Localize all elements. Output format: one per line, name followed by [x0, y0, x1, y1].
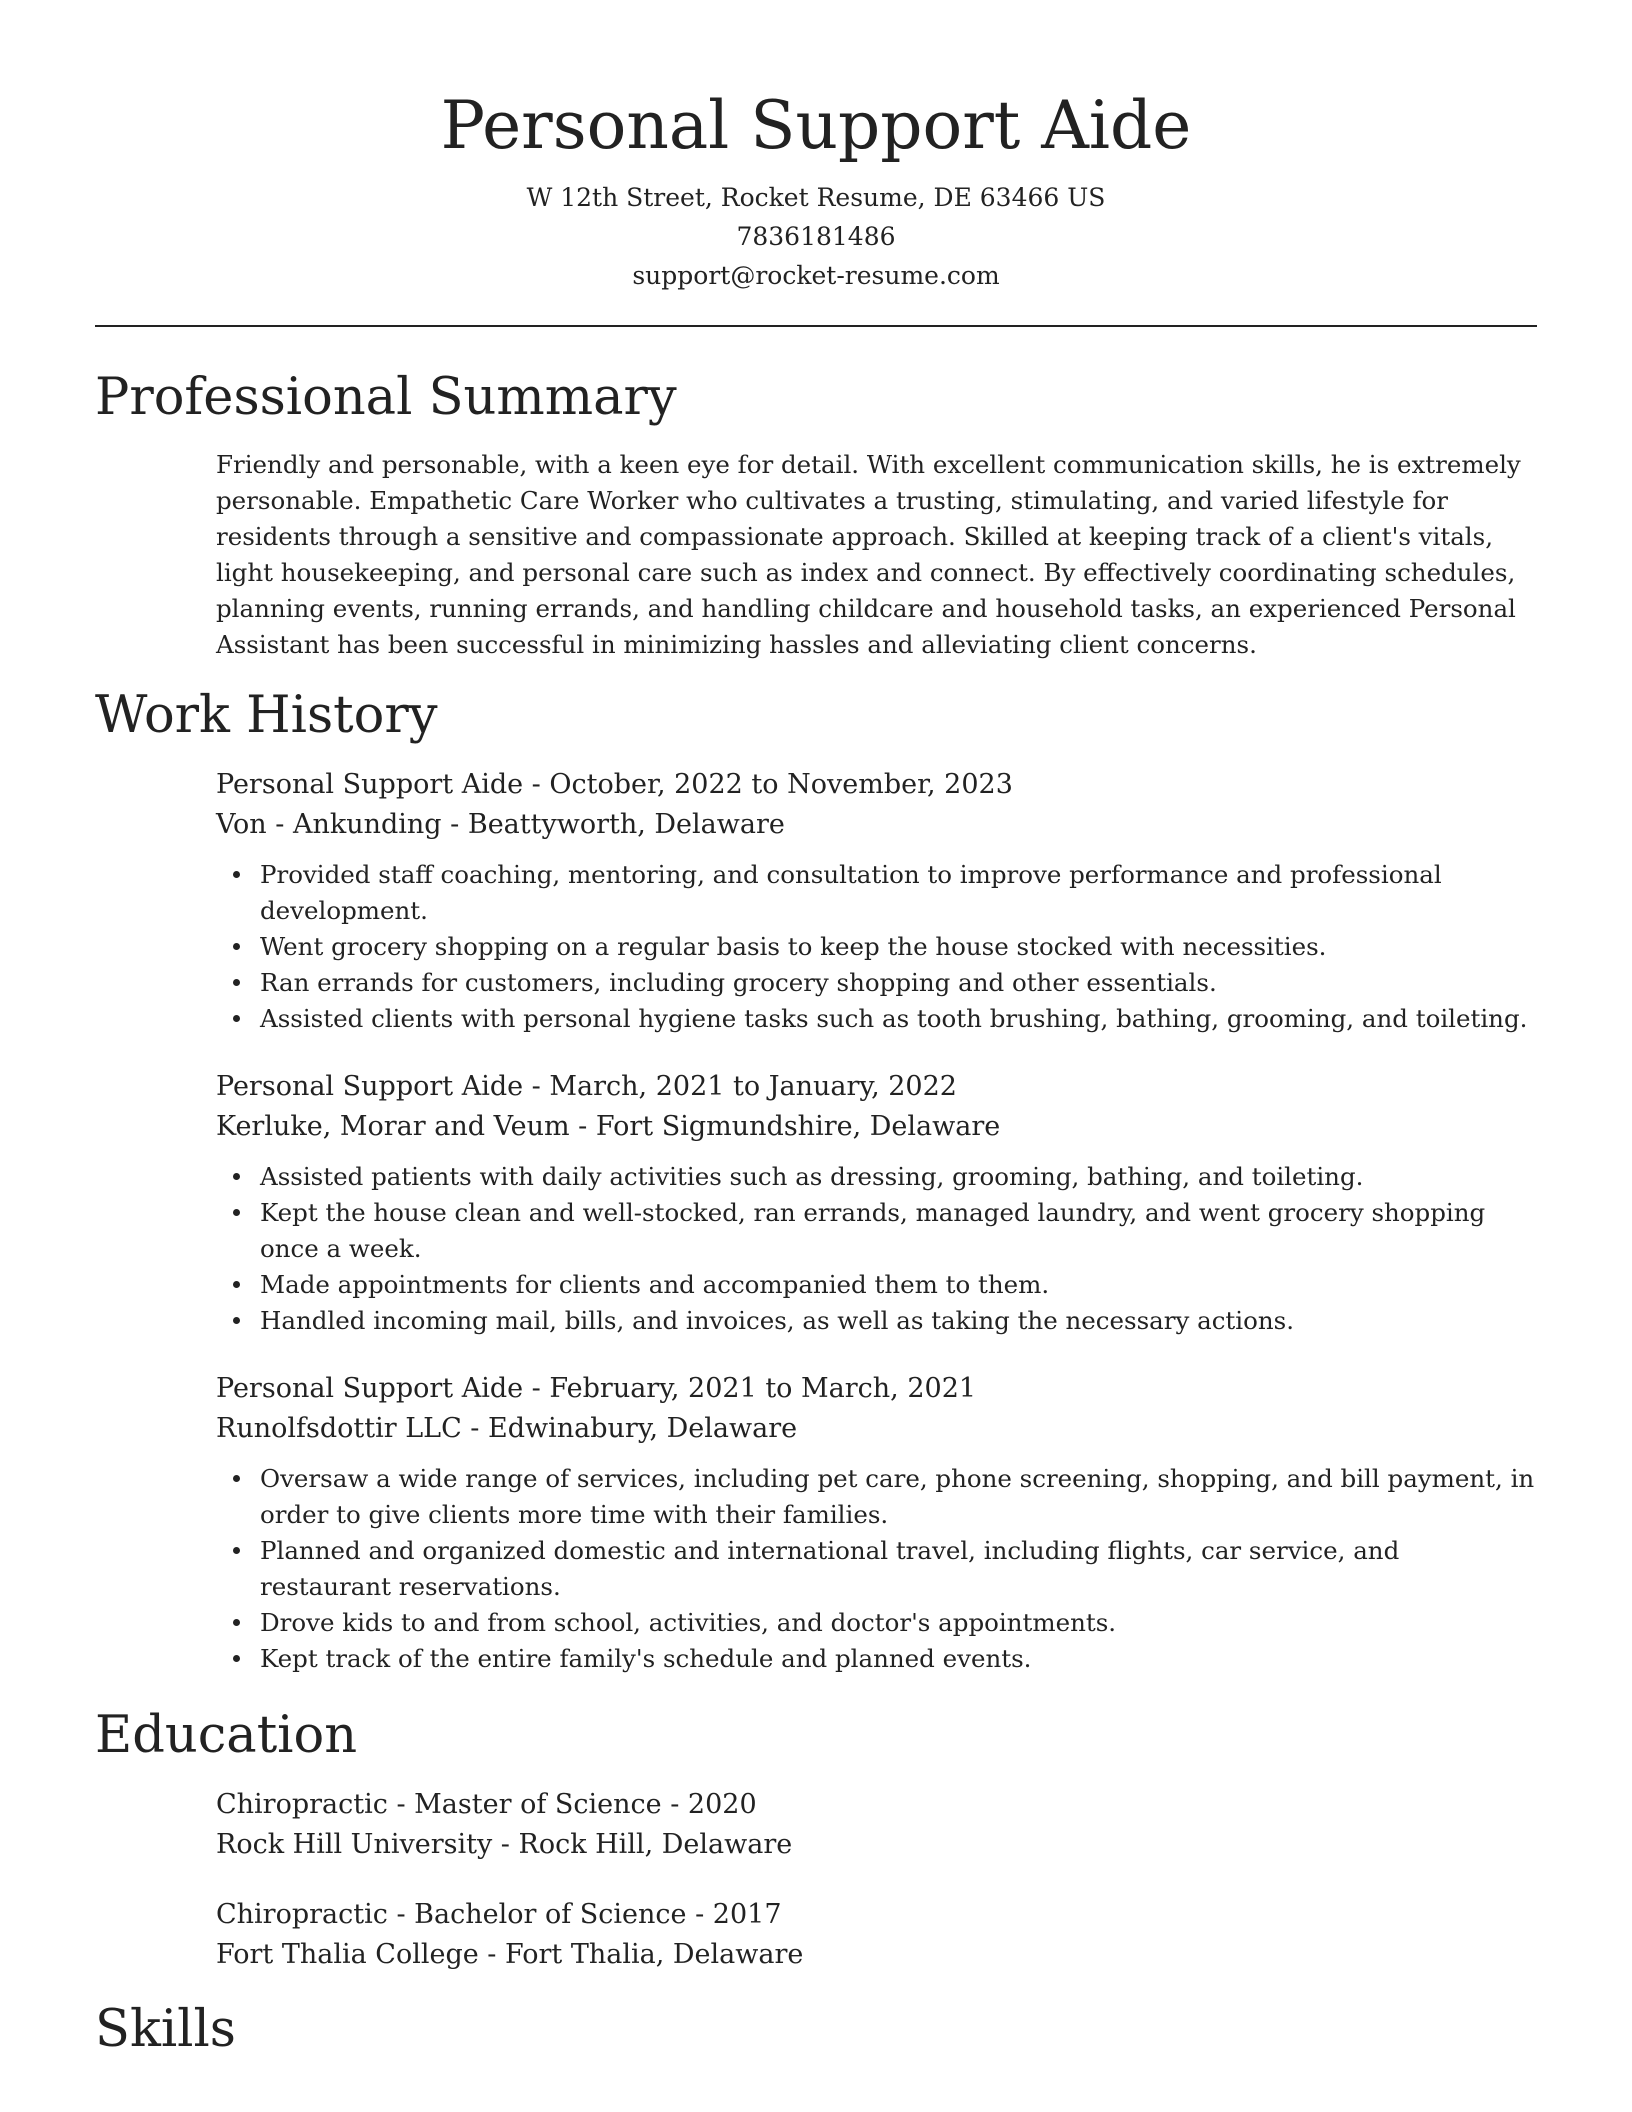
job-company-line: Von - Ankunding - Beattyworth, Delaware [216, 809, 785, 840]
job-bullet: Provided staff coaching, mentoring, and consultation to improve performance and professional development. [260, 857, 1537, 929]
education-degree-line: Chiropractic - Master of Science - 2020 [216, 1789, 757, 1820]
job-bullet: Assisted clients with personal hygiene tasks such as tooth brushing, bathing, grooming, and toileting. [260, 1001, 1537, 1037]
education-entry-2 [216, 1895, 1537, 1975]
job-bullets [216, 1159, 1537, 1339]
job-entry-2 [216, 1067, 1537, 1339]
job-title-line: Personal Support Aide - October, 2022 to November, 2023 [216, 769, 1013, 800]
contact-email: support@rocket-resume.com [632, 261, 1000, 290]
job-bullet: Ran errands for customers, including grocery shopping and other essentials. [260, 965, 1537, 1001]
section-professional-summary [95, 367, 1537, 663]
contact-block [95, 178, 1537, 295]
education-entry-1 [216, 1785, 1537, 1865]
summary-text: Friendly and personable, with a keen eye for detail. With excellent communication skills, he is extremely personable. Empathetic Care Worker who cultivates a trusting, stimulating, and varied lifestyle for residents through a sensitive and compassionate approach. Skilled at keeping track of a client's vitals, light housekeeping, and personal care such as index and connect. By effectively coordinating schedules, planning events, running errands, and handling childcare and household tasks, an experienced Personal Assistant has been successful in minimizing hassles and alleviating client concerns. [216, 450, 1521, 659]
job-company-line: Kerluke, Morar and Veum - Fort Sigmundshire, Delaware [216, 1111, 1001, 1142]
job-bullet: Handled incoming mail, bills, and invoices, as well as taking the necessary actions. [260, 1303, 1537, 1339]
job-title-line: Personal Support Aide - February, 2021 to March, 2021 [216, 1373, 977, 1404]
job-bullets [216, 1461, 1537, 1677]
section-title-summary: Professional Summary [95, 368, 677, 427]
contact-phone: 7836181486 [736, 222, 896, 251]
job-bullet: Planned and organized domestic and international travel, including flights, car service, and restaurant reservations. [260, 1533, 1537, 1605]
job-bullet: Drove kids to and from school, activities, and doctor's appointments. [260, 1605, 1537, 1641]
education-school-line: Fort Thalia College - Fort Thalia, Delaware [216, 1939, 804, 1970]
job-bullet: Oversaw a wide range of services, including pet care, phone screening, shopping, and bill payment, in order to give clients more time with their families. [260, 1461, 1537, 1533]
section-title-education: Education [95, 1706, 358, 1765]
section-title-skills: Skills [95, 2000, 236, 2059]
job-entry-1 [216, 765, 1537, 1037]
job-bullets [216, 857, 1537, 1037]
section-title-work: Work History [95, 686, 438, 745]
section-skills [95, 1999, 1537, 2061]
section-education [95, 1705, 1537, 1975]
job-entry-3 [216, 1369, 1537, 1677]
resume-header [95, 0, 1537, 295]
job-bullet: Went grocery shopping on a regular basis to keep the house stocked with necessities. [260, 929, 1537, 965]
section-work-history [95, 685, 1537, 1677]
candidate-name: Personal Support Aide [440, 87, 1192, 164]
header-divider [95, 325, 1537, 327]
job-bullet: Kept track of the entire family's schedule and planned events. [260, 1641, 1537, 1677]
contact-address: W 12th Street, Rocket Resume, DE 63466 US [526, 183, 1106, 212]
job-company-line: Runolfsdottir LLC - Edwinabury, Delaware [216, 1413, 798, 1444]
education-degree-line: Chiropractic - Bachelor of Science - 2017 [216, 1899, 782, 1930]
education-school-line: Rock Hill University - Rock Hill, Delaware [216, 1829, 793, 1860]
job-bullet: Kept the house clean and well-stocked, ran errands, managed laundry, and went grocery shopping once a week. [260, 1195, 1537, 1267]
job-bullet: Made appointments for clients and accompanied them to them. [260, 1267, 1537, 1303]
job-bullet: Assisted patients with daily activities such as dressing, grooming, bathing, and toileting. [260, 1159, 1537, 1195]
job-title-line: Personal Support Aide - March, 2021 to January, 2022 [216, 1071, 957, 1102]
